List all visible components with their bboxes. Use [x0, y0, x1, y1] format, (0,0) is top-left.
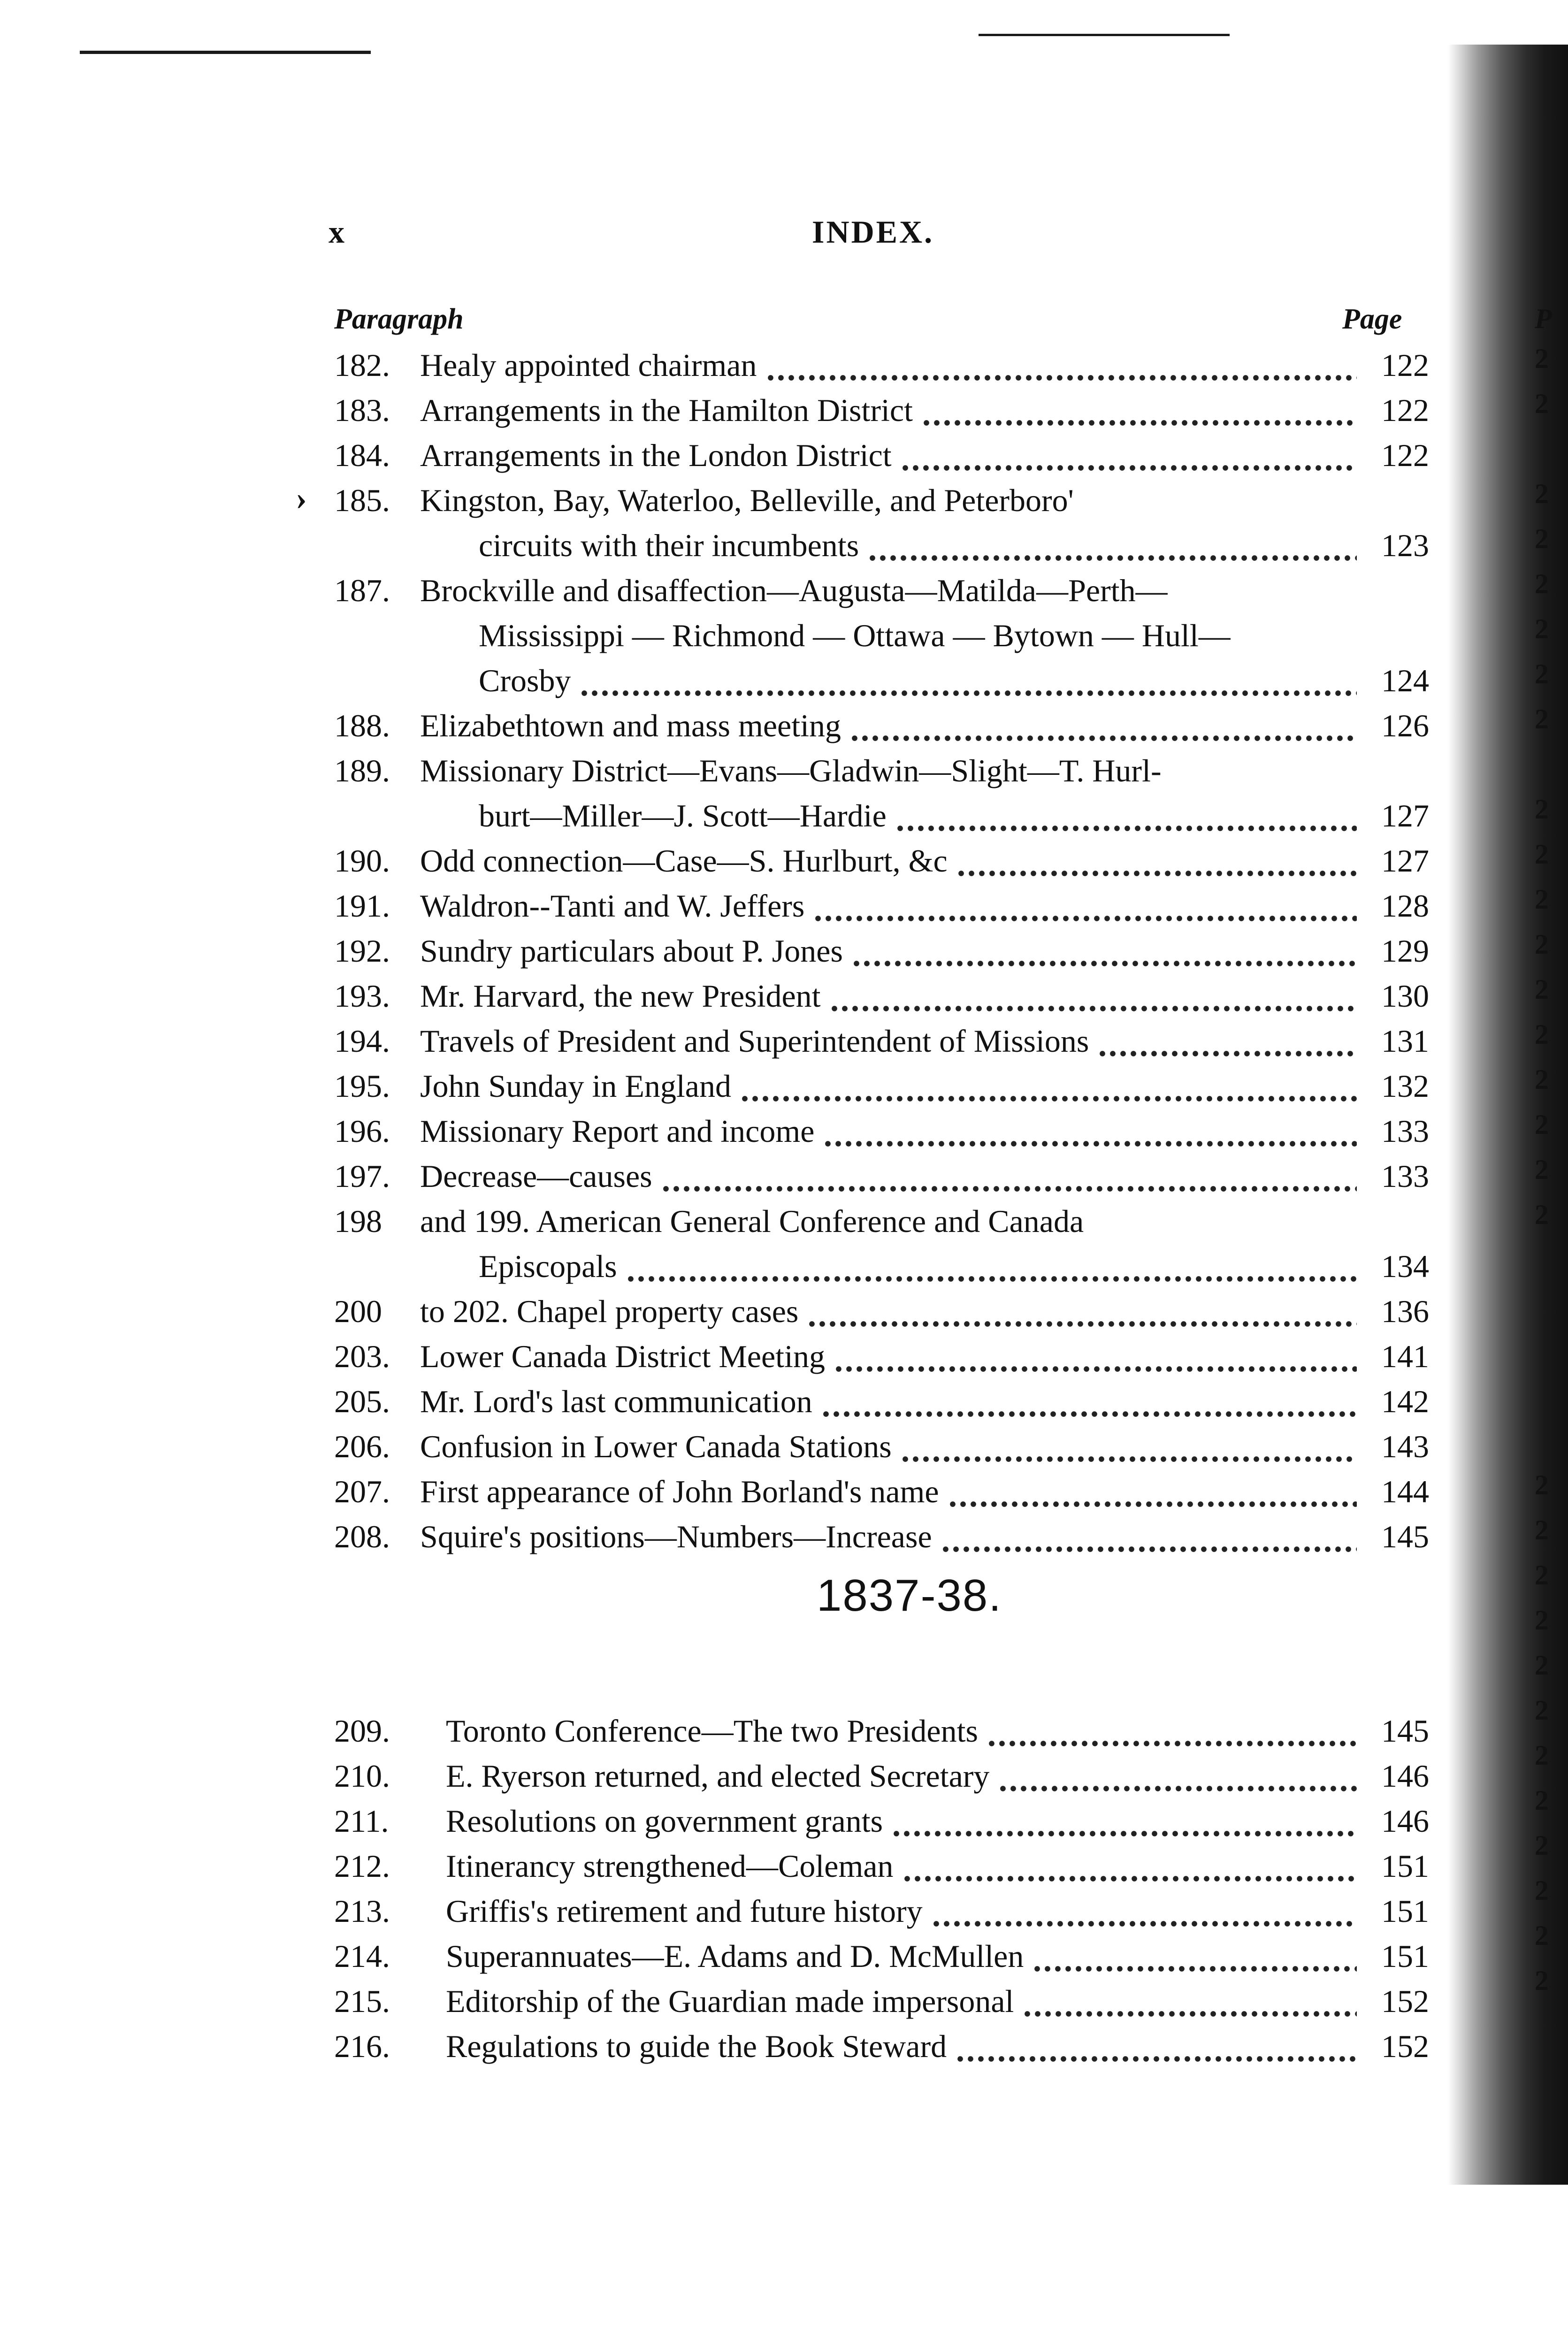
index-entry	[0, 1334, 1568, 1379]
dot-leader	[902, 1843, 1357, 1889]
adjacent-page-digit: 2	[1535, 1650, 1549, 1681]
index-entry	[0, 1798, 1568, 1843]
adjacent-page-digit: 2	[1535, 1199, 1549, 1230]
paragraph-number: 187.	[334, 573, 390, 608]
dot-leader	[998, 1753, 1357, 1798]
index-entry	[0, 1063, 1568, 1109]
entry-text: Missionary District—Evans—Gladwin—Slight—T. Hurl-	[420, 753, 1162, 788]
dot-leader	[1097, 1018, 1357, 1063]
index-entry-continuation	[0, 523, 1568, 568]
entry-text: Travels of President and Superintendent of Missions	[420, 1023, 1089, 1059]
index-entry	[0, 1843, 1568, 1889]
index-entry	[0, 478, 1568, 523]
paragraph-number: 203.	[334, 1339, 390, 1374]
entry-text: First appearance of John Borland's name	[420, 1474, 939, 1509]
page-reference: 130	[1381, 978, 1429, 1014]
entry-text: circuits with their incumbents	[479, 528, 859, 563]
adjacent-page-digit: 2	[1535, 1469, 1549, 1500]
index-entry	[0, 1753, 1568, 1798]
page-reference: 128	[1381, 888, 1429, 924]
adjacent-page-digit: 2	[1535, 1740, 1549, 1771]
entry-text: Squire's positions—Numbers—Increase	[420, 1519, 932, 1554]
entry-text: Odd connection—Case—S. Hurlburt, &c	[420, 843, 948, 879]
page-reference: 136	[1381, 1293, 1429, 1329]
page-reference: 144	[1381, 1474, 1429, 1509]
page-column-label: Page	[1342, 303, 1402, 335]
page-reference: 132	[1381, 1068, 1429, 1104]
entry-text: Resolutions on government grants	[446, 1803, 883, 1839]
margin-arrow-mark: ›	[296, 479, 307, 517]
year-heading: 1837-38.	[817, 1570, 1002, 1621]
dot-leader	[987, 1708, 1357, 1753]
entry-text: Itinerancy strengthened—Coleman	[446, 1848, 894, 1884]
dot-leader	[834, 1334, 1357, 1379]
page-reference: 152	[1381, 1983, 1429, 2019]
index-entry-continuation	[0, 793, 1568, 838]
index-entry	[0, 1708, 1568, 1753]
dot-leader	[829, 973, 1357, 1018]
dot-leader	[807, 1289, 1357, 1334]
adjacent-page-digit: 2	[1535, 839, 1549, 870]
entry-text: Confusion in Lower Canada Stations	[420, 1429, 892, 1464]
adjacent-page-digit: 2	[1535, 1920, 1549, 1951]
dot-leader	[821, 1379, 1357, 1424]
page-reference: 152	[1381, 2028, 1429, 2064]
dot-leader	[900, 1424, 1357, 1469]
adjacent-page-digit: 2	[1535, 568, 1549, 599]
page-reference: 122	[1381, 437, 1429, 473]
entry-text: Decrease—causes	[420, 1158, 652, 1194]
index-entry	[0, 928, 1568, 973]
page-reference: 122	[1381, 392, 1429, 428]
paragraph-column-label: Paragraph	[334, 303, 464, 335]
index-entry	[0, 1934, 1568, 1979]
index-entry	[0, 433, 1568, 478]
dot-leader	[579, 658, 1357, 703]
index-entry-continuation	[0, 658, 1568, 703]
page-number: x	[329, 214, 344, 250]
page-reference: 127	[1381, 843, 1429, 879]
index-entry	[0, 1379, 1568, 1424]
paragraph-number: 190.	[334, 843, 390, 879]
index-entry	[0, 343, 1568, 388]
entry-text: Elizabethtown and mass meeting	[420, 708, 841, 743]
adjacent-page-digit: 2	[1535, 1019, 1549, 1050]
paragraph-number: 211.	[334, 1803, 389, 1839]
paragraph-number: 205.	[334, 1384, 390, 1419]
paragraph-number: 196.	[334, 1113, 390, 1149]
adjacent-page-digit: 2	[1535, 1695, 1549, 1726]
entry-text: Arrangements in the Hamilton District	[420, 392, 913, 428]
paragraph-number: 214.	[334, 1938, 390, 1974]
entry-text: Mr. Harvard, the new President	[420, 978, 821, 1014]
index-entry	[0, 1469, 1568, 1514]
index-entry	[0, 883, 1568, 928]
page-reference: 134	[1381, 1248, 1429, 1284]
paragraph-number: 206.	[334, 1429, 390, 1464]
adjacent-page-digit: 2	[1535, 658, 1549, 689]
entry-text: Mississippi — Richmond — Ottawa — Bytown — Hull—	[479, 618, 1231, 653]
top-rule-left	[80, 51, 371, 54]
entry-text: Lower Canada District Meeting	[420, 1339, 825, 1374]
paragraph-number: 193.	[334, 978, 390, 1014]
entry-text: Kingston, Bay, Waterloo, Belleville, and Peterboro'	[420, 482, 1074, 518]
entry-text: John Sunday in England	[420, 1068, 731, 1104]
index-entry	[0, 1889, 1568, 1934]
index-entry	[0, 1979, 1568, 2024]
adjacent-page-digit: 2	[1535, 1560, 1549, 1591]
entry-text: Editorship of the Guardian made impersonal	[446, 1983, 1014, 2019]
page-reference: 133	[1381, 1113, 1429, 1149]
paragraph-number: 185.	[334, 482, 390, 518]
index-entry	[0, 1109, 1568, 1154]
paragraph-number: 210.	[334, 1758, 390, 1794]
page-reference: 122	[1381, 347, 1429, 383]
entry-text: Toronto Conference—The two Presidents	[446, 1713, 978, 1749]
paragraph-number: 194.	[334, 1023, 390, 1059]
page-reference: 145	[1381, 1713, 1429, 1749]
index-entry	[0, 2024, 1568, 2069]
page-reference: 141	[1381, 1339, 1429, 1374]
paragraph-number: 212.	[334, 1848, 390, 1884]
adjacent-page-digit: 2	[1535, 794, 1549, 825]
paragraph-number: 207.	[334, 1474, 390, 1509]
entry-text: Crosby	[479, 663, 571, 698]
dot-leader	[867, 523, 1357, 568]
index-entry-continuation	[0, 1244, 1568, 1289]
adjacent-page-digit: 2	[1535, 1515, 1549, 1545]
adjacent-page-digit: 2	[1535, 343, 1549, 374]
adjacent-page-digit: 2	[1535, 1064, 1549, 1095]
dot-leader	[895, 793, 1357, 838]
entry-text: Regulations to guide the Book Steward	[446, 2028, 947, 2064]
paragraph-number: 209.	[334, 1713, 390, 1749]
entry-text: Brockville and disaffection—Augusta—Matilda—Perth—	[420, 573, 1168, 608]
index-entry	[0, 1514, 1568, 1559]
entry-text: Healy appointed chairman	[420, 347, 757, 383]
page-reference: 151	[1381, 1938, 1429, 1974]
dot-leader	[851, 928, 1357, 973]
dot-leader	[941, 1514, 1357, 1559]
index-entry	[0, 1289, 1568, 1334]
paragraph-number: 208.	[334, 1519, 390, 1554]
index-entry	[0, 568, 1568, 613]
adjacent-page-label: P	[1535, 303, 1552, 334]
adjacent-page-digit: 2	[1535, 884, 1549, 915]
page-reference: 145	[1381, 1519, 1429, 1554]
paragraph-number: 215.	[334, 1983, 390, 2019]
entry-text: Mr. Lord's last communication	[420, 1384, 812, 1419]
adjacent-page-digit: 2	[1535, 613, 1549, 644]
adjacent-page-digit: 2	[1535, 704, 1549, 734]
dot-leader	[823, 1109, 1357, 1154]
dot-leader	[948, 1469, 1357, 1514]
index-entry	[0, 1154, 1568, 1199]
dot-leader	[849, 703, 1357, 748]
entry-text: Waldron--Tanti and W. Jeffers	[420, 888, 805, 924]
page-reference: 146	[1381, 1803, 1429, 1839]
entry-text: burt—Miller—J. Scott—Hardie	[479, 798, 887, 834]
entry-text: Griffis's retirement and future history	[446, 1893, 923, 1929]
entry-text: Episcopals	[479, 1248, 617, 1284]
entry-text: Missionary Report and income	[420, 1113, 815, 1149]
dot-leader	[891, 1798, 1357, 1843]
index-entry	[0, 973, 1568, 1018]
paragraph-number: 213.	[334, 1893, 390, 1929]
page-reference: 124	[1381, 663, 1429, 698]
page-reference: 126	[1381, 708, 1429, 743]
page-reference: 131	[1381, 1023, 1429, 1059]
entry-text: Arrangements in the London District	[420, 437, 892, 473]
dot-leader	[1032, 1934, 1357, 1979]
dot-leader	[661, 1154, 1357, 1199]
paragraph-number: 216.	[334, 2028, 390, 2064]
page-reference: 127	[1381, 798, 1429, 834]
adjacent-page-digit: 2	[1535, 1109, 1549, 1140]
adjacent-page-digit: 2	[1535, 1154, 1549, 1185]
adjacent-page-digit: 2	[1535, 523, 1549, 554]
dot-leader	[955, 2024, 1357, 2069]
dot-leader	[956, 838, 1357, 883]
dot-leader	[813, 883, 1357, 928]
dot-leader	[626, 1244, 1357, 1289]
adjacent-page-digit: 2	[1535, 388, 1549, 419]
dot-leader	[740, 1063, 1357, 1109]
index-entry-continuation	[0, 613, 1568, 658]
adjacent-page-digit: 2	[1535, 974, 1549, 1005]
adjacent-page-digit: 2	[1535, 929, 1549, 960]
entry-text: and 199. American General Conference and Canada	[420, 1203, 1084, 1239]
paragraph-number: 197.	[334, 1158, 390, 1194]
page-reference: 143	[1381, 1429, 1429, 1464]
paragraph-number: 192.	[334, 933, 390, 969]
adjacent-page-digit: 2	[1535, 1830, 1549, 1861]
paragraph-number: 198	[334, 1203, 382, 1239]
adjacent-page-digit: 2	[1535, 478, 1549, 509]
paragraph-number: 182.	[334, 347, 390, 383]
entry-text: E. Ryerson returned, and elected Secretary	[446, 1758, 990, 1794]
paragraph-number: 183.	[334, 392, 390, 428]
page-reference: 142	[1381, 1384, 1429, 1419]
dot-leader	[900, 433, 1357, 478]
index-entry	[0, 388, 1568, 433]
page-reference: 151	[1381, 1848, 1429, 1884]
index-entry	[0, 748, 1568, 793]
page-reference: 146	[1381, 1758, 1429, 1794]
paragraph-number: 189.	[334, 753, 390, 788]
dot-leader	[921, 388, 1357, 433]
index-entry	[0, 703, 1568, 748]
dot-leader	[765, 343, 1357, 388]
index-entry	[0, 838, 1568, 883]
entry-text: Superannuates—E. Adams and D. McMullen	[446, 1938, 1024, 1974]
page-reference: 133	[1381, 1158, 1429, 1194]
adjacent-page-digit: 2	[1535, 1785, 1549, 1816]
page-reference: 129	[1381, 933, 1429, 969]
paragraph-number: 200	[334, 1293, 382, 1329]
index-entry	[0, 1018, 1568, 1063]
paragraph-number: 191.	[334, 888, 390, 924]
adjacent-page-digit: 2	[1535, 1965, 1549, 1996]
entry-text: Sundry particulars about P. Jones	[420, 933, 843, 969]
adjacent-page-digit: 2	[1535, 1875, 1549, 1906]
page-reference: 151	[1381, 1893, 1429, 1929]
paragraph-number: 195.	[334, 1068, 390, 1104]
top-rule-right	[979, 34, 1230, 36]
dot-leader	[1022, 1979, 1357, 2024]
dot-leader	[931, 1889, 1357, 1934]
index-entry	[0, 1199, 1568, 1244]
paragraph-number: 188.	[334, 708, 390, 743]
entry-text: to 202. Chapel property cases	[420, 1293, 799, 1329]
paragraph-number: 184.	[334, 437, 390, 473]
page-title: INDEX.	[812, 214, 934, 250]
page-reference: 123	[1381, 528, 1429, 563]
index-entry	[0, 1424, 1568, 1469]
adjacent-page-digit: 2	[1535, 1605, 1549, 1636]
